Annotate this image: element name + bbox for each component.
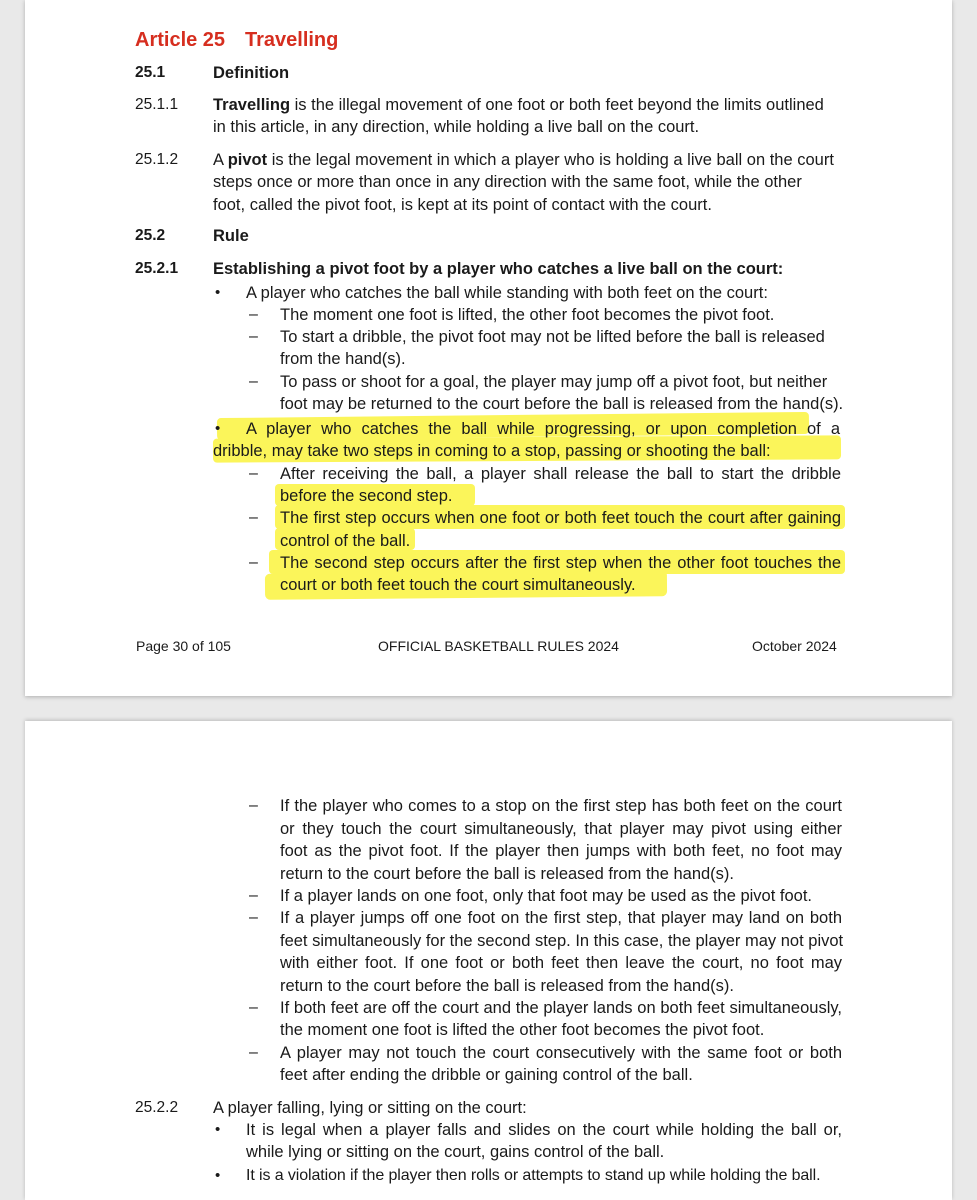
clause-number: 25.2.2 xyxy=(135,1099,179,1116)
clause-text-line: foot, called the pivot foot, is kept at its point of contact with the court. xyxy=(213,196,712,214)
dash-icon: – xyxy=(249,328,258,345)
bullet-icon: • xyxy=(215,1167,221,1184)
sub-item-text: with either foot. If one foot or both feet then leave the court, no foot may xyxy=(280,954,842,972)
clause-text: A xyxy=(213,151,228,169)
defined-term: Travelling xyxy=(213,96,291,114)
sub-item-text: To pass or shoot for a goal, the player may jump off a pivot foot, but neither xyxy=(280,373,828,391)
sub-item-text: or they touch the court simultaneously, that player may pivot using either xyxy=(280,820,842,838)
dash-icon: – xyxy=(249,909,258,926)
sub-item-text: return to the court before the ball is released from the hand(s). xyxy=(280,977,734,995)
sub-item-text: To start a dribble, the pivot foot may not be lifted before the ball is released xyxy=(280,328,825,346)
document-page-31 xyxy=(25,721,952,1200)
document-page-30 xyxy=(25,0,952,696)
sub-item-text: The first step occurs when one foot or both feet touch the court after gaining xyxy=(280,509,841,527)
sub-item-text: court or both feet touch the court simultaneously. xyxy=(280,576,636,594)
dash-icon: – xyxy=(249,887,258,904)
sub-item-text: If a player lands on one foot, only that foot may be used as the pivot foot. xyxy=(280,887,813,905)
sub-item-text: control of the ball. xyxy=(280,532,411,550)
sub-item-text: feet after ending the dribble or gaining control of the ball. xyxy=(280,1066,693,1084)
sub-item-text: The moment one foot is lifted, the other foot becomes the pivot foot. xyxy=(280,306,775,324)
dash-icon: – xyxy=(249,797,258,814)
footer-page-number: Page 30 of 105 xyxy=(136,638,231,654)
clause-number: 25.2.1 xyxy=(135,260,179,277)
defined-term: pivot xyxy=(227,151,268,169)
bullet-icon: • xyxy=(215,1121,221,1138)
dash-icon: – xyxy=(249,999,258,1016)
article-title: Travelling xyxy=(245,29,339,51)
sub-item-text: the moment one foot is lifted the other foot becomes the pivot foot. xyxy=(280,1021,765,1039)
section-heading: Definition xyxy=(213,64,290,82)
bullet-text: It is legal when a player falls and slides on the court while holding the ball or, xyxy=(246,1121,842,1139)
bullet-text: dribble, may take two steps in coming to a stop, passing or shooting the ball: xyxy=(213,442,771,460)
sub-item-text: After receiving the ball, a player shall release the ball to start the dribble xyxy=(280,465,841,483)
bullet-icon: • xyxy=(215,284,221,301)
bullet-icon: • xyxy=(215,420,221,437)
section-heading: Rule xyxy=(213,227,249,245)
clause-text-line: steps once or more than once in any direction with the same foot, while the other xyxy=(213,173,802,191)
dash-icon: – xyxy=(249,1044,258,1061)
footer-date: October 2024 xyxy=(752,638,837,654)
clause-text-line xyxy=(213,149,834,171)
dash-icon: – xyxy=(249,306,258,323)
sub-item-text: return to the court before the ball is released from the hand(s). xyxy=(280,865,734,883)
sub-item-text: If the player who comes to a stop on the first step has both feet on the court xyxy=(280,797,842,815)
sub-item-text: foot as the pivot foot. If the player then jumps with both feet, no foot may xyxy=(280,842,842,860)
dash-icon: – xyxy=(249,554,258,571)
section-number: 25.2 xyxy=(135,227,166,244)
bullet-text: while lying or sitting on the court, gains control of the ball. xyxy=(246,1143,665,1161)
sub-item-text: If a player jumps off one foot on the first step, that player may land on both xyxy=(280,909,842,927)
bullet-text: A player who catches the ball while standing with both feet on the court: xyxy=(246,284,768,302)
clause-heading: Establishing a pivot foot by a player who catches a live ball on the court: xyxy=(213,260,784,278)
section-number: 25.1 xyxy=(135,64,166,81)
sub-item-text: before the second step. xyxy=(280,487,453,505)
sub-item-text: from the hand(s). xyxy=(280,350,406,368)
clause-number: 25.1.2 xyxy=(135,151,179,168)
bullet-text: A player who catches the ball while progressing, or upon completion of a xyxy=(246,420,840,438)
footer-document-title: OFFICIAL BASKETBALL RULES 2024 xyxy=(378,638,619,654)
sub-item-text: The second step occurs after the first step when the other foot touches the xyxy=(280,554,841,572)
bullet-text: It is a violation if the player then rolls or attempts to stand up while holding the ball. xyxy=(246,1167,821,1184)
article-number: Article 25 xyxy=(135,29,226,51)
dash-icon: – xyxy=(249,373,258,390)
sub-item-text: foot may be returned to the court before the ball is released from the hand(s). xyxy=(280,395,844,413)
sub-item-text: feet simultaneously for the second step. In this case, the player may not pivot xyxy=(280,932,844,950)
clause-text: is the legal movement in which a player who is holding a live ball on the court xyxy=(267,151,834,169)
clause-text-line xyxy=(213,94,824,116)
clause-text-line: in this article, in any direction, while holding a live ball on the court. xyxy=(213,118,700,136)
sub-item-text: A player may not touch the court consecutively with the same foot or both xyxy=(280,1044,842,1062)
dash-icon: – xyxy=(249,465,258,482)
clause-heading: A player falling, lying or sitting on the court: xyxy=(213,1099,527,1117)
clause-text: is the illegal movement of one foot or both feet beyond the limits outlined xyxy=(290,96,824,114)
sub-item-text: If both feet are off the court and the player lands on both feet simultaneously, xyxy=(280,999,842,1017)
clause-number: 25.1.1 xyxy=(135,96,179,113)
dash-icon: – xyxy=(249,509,258,526)
